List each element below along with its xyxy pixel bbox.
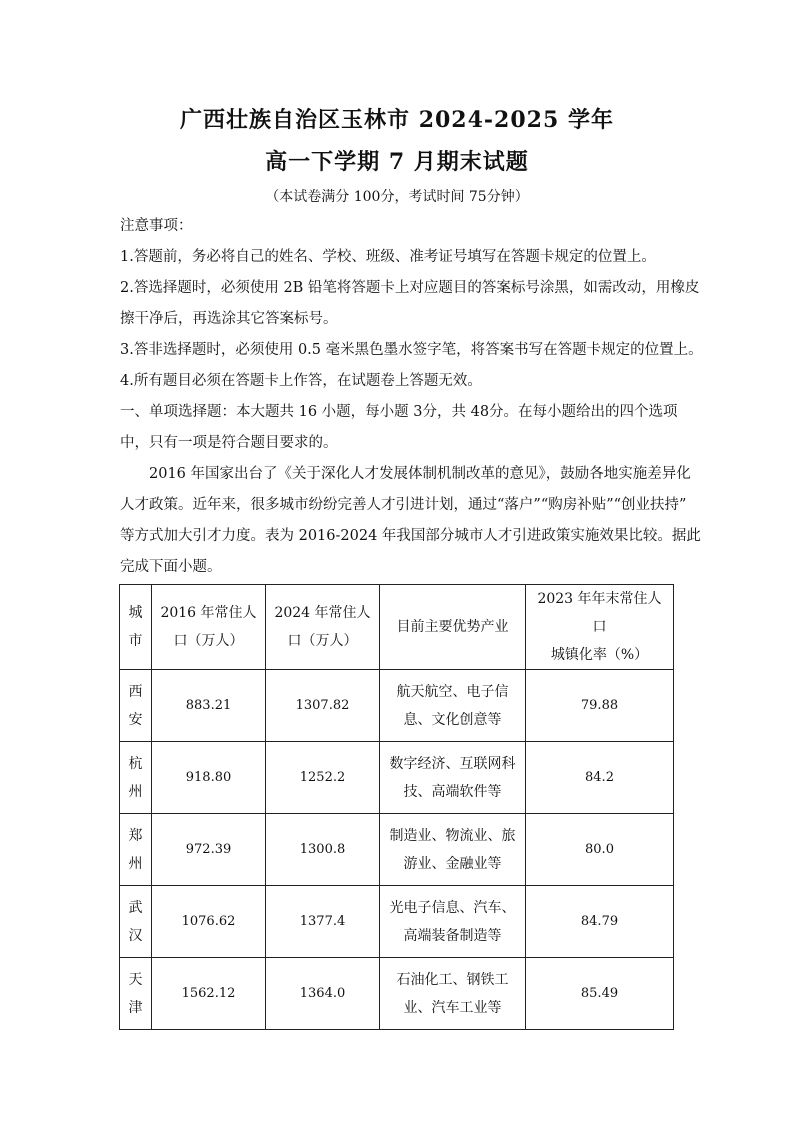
row-industry: 制造业、物流业、旅 游业、金融业等 <box>380 814 526 886</box>
passage-line-4: 完成下面小题。 <box>120 559 222 575</box>
header-industry: 目前主要优势产业 <box>380 585 526 670</box>
row-pop-2024: 1364.0 <box>266 958 380 1030</box>
exam-subtitle: （本试卷满分 100分，考试时间 75分钟） <box>265 189 529 205</box>
table-row <box>120 958 674 1030</box>
row-pop-2024: 1252.2 <box>266 742 380 814</box>
row-pop-2016: 883.21 <box>152 670 266 742</box>
header-pop-2016: 2016 年常住人 口（万人） <box>152 585 266 670</box>
notice-heading: 注意事项： <box>120 218 193 234</box>
passage-line-2: 人才政策。近年来，很多城市纷纷完善人才引进计划，通过“落户”“购房补贴”“创业扶持” <box>120 497 687 513</box>
row-pop-2016: 1562.12 <box>152 958 266 1030</box>
row-industry: 石油化工、钢铁工 业、汽车工业等 <box>380 958 526 1030</box>
notice-item-4: 4.所有题目必须在答题卡上作答，在试题卷上答题无效。 <box>120 373 482 389</box>
instructions-block <box>120 211 703 583</box>
row-pop-2016: 972.39 <box>152 814 266 886</box>
row-industry: 航天航空、电子信 息、文化创意等 <box>380 670 526 742</box>
passage-line-3: 等方式加大引才力度。表为 2016-2024 年我国部分城市人才引进政策实施效果比较。据此 <box>120 528 701 544</box>
table-header-row <box>120 585 674 670</box>
table-row <box>120 742 674 814</box>
row-urbanization: 84.79 <box>526 886 674 958</box>
row-industry: 光电子信息、汽车、 高端装备制造等 <box>380 886 526 958</box>
row-urbanization: 85.49 <box>526 958 674 1030</box>
section-heading-a: 一、单项选择题：本大题共 16 小题，每小题 3分，共 48分。在每小题给出的四个选项 <box>120 404 678 420</box>
row-industry: 数字经济、互联网科 技、高端软件等 <box>380 742 526 814</box>
row-pop-2024: 1377.4 <box>266 886 380 958</box>
notice-item-2b: 擦干净后，再选涂其它答案标号。 <box>120 311 338 327</box>
row-city: 郑 州 <box>120 814 152 886</box>
header-city: 城 市 <box>120 585 152 670</box>
row-pop-2024: 1307.82 <box>266 670 380 742</box>
table-row <box>120 886 674 958</box>
city-talent-table <box>119 584 674 1030</box>
exam-title-line2: 高一下学期 7 月期末试题 <box>265 149 529 175</box>
exam-title-line1: 广西壮族自治区玉林市 2024-2025 学年 <box>180 107 614 133</box>
row-urbanization: 84.2 <box>526 742 674 814</box>
row-city: 西 安 <box>120 670 152 742</box>
row-urbanization: 80.0 <box>526 814 674 886</box>
notice-item-1: 1.答题前，务必将自己的姓名、学校、班级、准考证号填写在答题卡规定的位置上。 <box>120 249 656 265</box>
table-row <box>120 814 674 886</box>
header-pop-2024: 2024 年常住人 口（万人） <box>266 585 380 670</box>
notice-item-2a: 2.答选择题时，必须使用 2B 铅笔将答题卡上对应题目的答案标号涂黑，如需改动，用橡皮 <box>120 280 700 296</box>
row-urbanization: 79.88 <box>526 670 674 742</box>
row-city: 天 津 <box>120 958 152 1030</box>
header-urbanization: 2023 年年末常住人口 城镇化率（%） <box>526 585 674 670</box>
row-pop-2024: 1300.8 <box>266 814 380 886</box>
row-pop-2016: 918.80 <box>152 742 266 814</box>
notice-item-3: 3.答非选择题时，必须使用 0.5 毫米黑色墨水签字笔，将答案书写在答题卡规定的位置上。 <box>120 342 703 358</box>
section-heading-b: 中，只有一项是符合题目要求的。 <box>120 435 338 451</box>
passage-line-1: 2016 年国家出台了《关于深化人才发展体制机制改革的意见》，鼓励各地实施差异化 <box>149 466 691 482</box>
table-row <box>120 670 674 742</box>
row-city: 杭 州 <box>120 742 152 814</box>
row-pop-2016: 1076.62 <box>152 886 266 958</box>
row-city: 武 汉 <box>120 886 152 958</box>
